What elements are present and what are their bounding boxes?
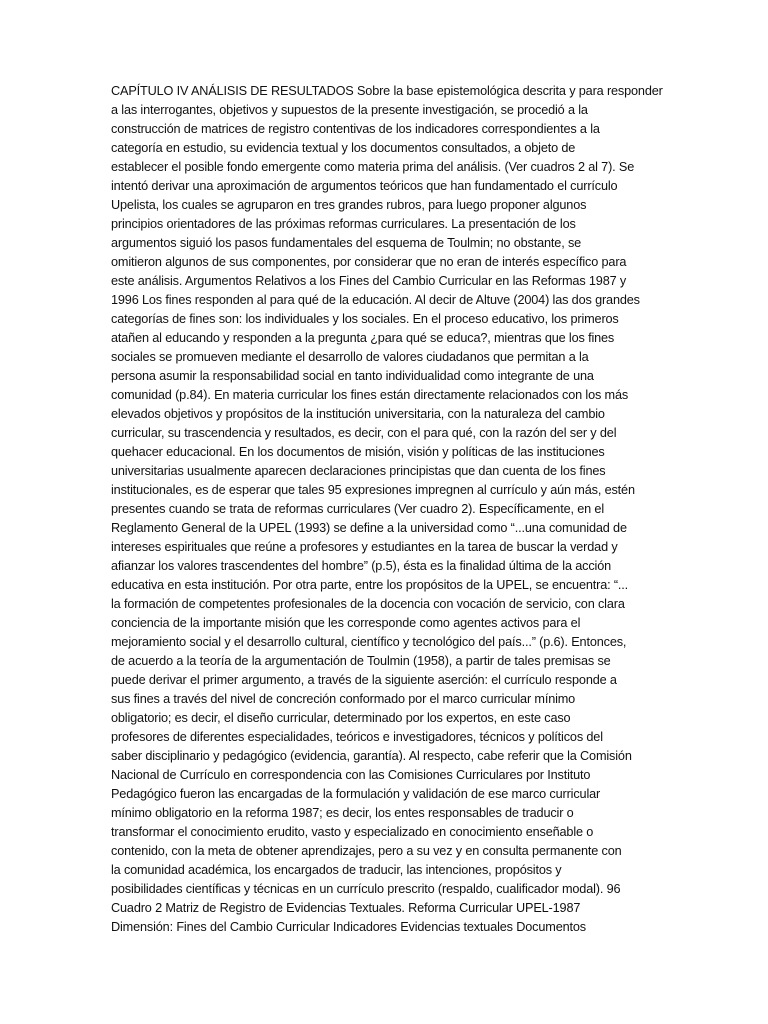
text-line: conciencia de la importante misión que les corresponde como agentes activos para el [111, 616, 581, 630]
text-line: de acuerdo a la teoría de la argumentación de Toulmin (1958), a partir de tales premisas se [111, 654, 611, 668]
text-line: este análisis. Argumentos Relativos a los Fines del Cambio Curricular en las Reformas 1987 y [111, 274, 627, 288]
text-line: mejoramiento social y el desarrollo cultural, científico y tecnológico del país...” (p.6). Entonces, [111, 635, 627, 649]
text-line: CAPÍTULO IV ANÁLISIS DE RESULTADOS Sobre la base epistemológica descrita y para responder [111, 84, 663, 98]
text-line: sociales se promueven mediante el desarrollo de valores ciudadanos que permitan a la [111, 350, 589, 364]
text-line: Reglamento General de la UPEL (1993) se define a la universidad como “...una comunidad de [111, 521, 627, 535]
text-line: mínimo obligatorio en la reforma 1987; es decir, los entes responsables de traducir o [111, 806, 574, 820]
text-line: 1996 Los fines responden al para qué de la educación. Al decir de Altuve (2004) las dos grandes [111, 293, 640, 307]
text-line: Pedagógico fueron las encargadas de la formulación y validación de ese marco curricular [111, 787, 601, 801]
text-line: transformar el conocimiento erudito, vasto y especializado en conocimiento enseñable o [111, 825, 594, 839]
text-line: comunidad (p.84). En materia curricular los fines están directamente relacionados con los más [111, 388, 629, 402]
text-line: Upelista, los cuales se agruparon en tres grandes rubros, para luego proponer algunos [111, 198, 587, 212]
text-line: afianzar los valores trascendentes del hombre” (p.5), ésta es la finalidad última de la acción [111, 559, 612, 573]
text-line: institucionales, es de esperar que tales 95 expresiones impregnen al currículo y aún más, estén [111, 483, 635, 497]
text-line: omitieron algunos de sus componentes, por considerar que no eran de interés específico para [111, 255, 627, 269]
text-line: saber disciplinario y pedagógico (evidencia, garantía). Al respecto, cabe referir que la Comisión [111, 749, 632, 763]
text-line: universitarias usualmente aparecen declaraciones principistas que dan cuenta de los fines [111, 464, 606, 478]
text-line: intentó derivar una aproximación de argumentos teóricos que han fundamentado el currículo [111, 179, 618, 193]
text-line: la formación de competentes profesionales de la docencia con vocación de servicio, con clara [111, 597, 625, 611]
text-line: profesores de diferentes especialidades, teóricos e investigadores, técnicos y políticos del [111, 730, 603, 744]
text-line: establecer el posible fondo emergente como materia prima del análisis. (Ver cuadros 2 al 7). Se [111, 160, 635, 174]
text-line: Nacional de Currículo en correspondencia con las Comisiones Curriculares por Instituto [111, 768, 591, 782]
text-line: a las interrogantes, objetivos y supuestos de la presente investigación, se procedió a la [111, 103, 588, 117]
text-line: la comunidad académica, los encargados de traducir, las intenciones, propósitos y [111, 863, 562, 877]
text-line: construcción de matrices de registro contentivas de los indicadores correspondientes a la [111, 122, 600, 136]
text-line: categorías de fines son: los individuales y los sociales. En el proceso educativo, los primeros [111, 312, 619, 326]
text-line: elevados objetivos y propósitos de la institución universitaria, con la naturaleza del cambio [111, 407, 605, 421]
text-line: atañen al educando y responden a la pregunta ¿para qué se educa?, mientras que los fines [111, 331, 615, 345]
text-line: contenido, con la meta de obtener aprendizajes, pero a su vez y en consulta permanente con [111, 844, 622, 858]
text-line: Cuadro 2 Matriz de Registro de Evidencias Textuales. Reforma Curricular UPEL-1987 [111, 901, 581, 915]
text-line: puede derivar el primer argumento, a través de la siguiente aserción: el currículo responde a [111, 673, 617, 687]
text-line: educativa en esta institución. Por otra parte, entre los propósitos de la UPEL, se encuentra: “... [111, 578, 629, 592]
text-line: curricular, su trascendencia y resultados, es decir, con el para qué, con la razón del ser y del [111, 426, 617, 440]
text-line: Dimensión: Fines del Cambio Curricular Indicadores Evidencias textuales Documentos [111, 920, 586, 934]
text-line: principios orientadores de las próximas reformas curriculares. La presentación de los [111, 217, 576, 231]
text-line: argumentos siguió los pasos fundamentales del esquema de Toulmin; no obstante, se [111, 236, 582, 250]
text-line: intereses espirituales que reúne a profesores y estudiantes en la tarea de buscar la verdad y [111, 540, 618, 554]
text-line: persona asumir la responsabilidad social en tanto individualidad como integrante de una [111, 369, 594, 383]
text-line: presentes cuando se trata de reformas curriculares (Ver cuadro 2). Específicamente, en el [111, 502, 604, 516]
text-line: categoría en estudio, su evidencia textual y los documentos consultados, a objeto de [111, 141, 576, 155]
body-text [111, 82, 663, 937]
text-line: sus fines a través del nivel de concreción conformado por el marco curricular mínimo [111, 692, 576, 706]
text-line: quehacer educacional. En los documentos de misión, visión y políticas de las instituciones [111, 445, 605, 459]
text-line: obligatorio; es decir, el diseño curricular, determinado por los expertos, en este caso [111, 711, 571, 725]
text-line: posibilidades científicas y técnicas en un currículo prescrito (respaldo, cualificador modal). 96 [111, 882, 621, 896]
